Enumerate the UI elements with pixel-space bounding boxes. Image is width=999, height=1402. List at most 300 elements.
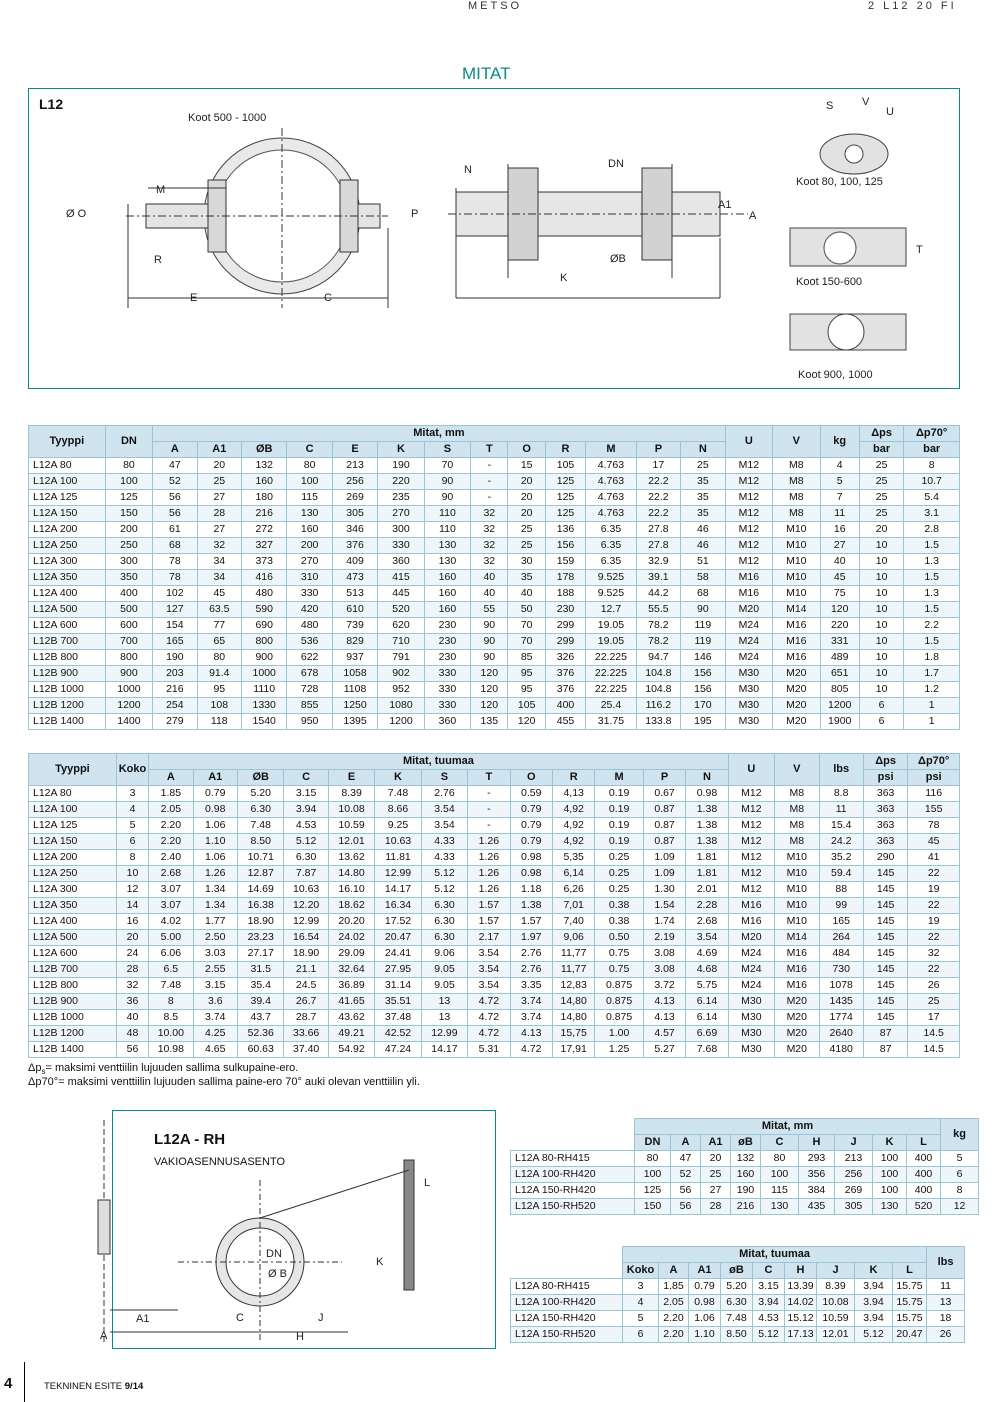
table-cell: 11 (820, 506, 859, 522)
row-type-cell: L12A 80 (29, 458, 106, 474)
col-u: U (728, 754, 774, 786)
table-cell: M12 (725, 538, 772, 554)
table-cell: 116.2 (636, 698, 680, 714)
table-row (29, 786, 960, 802)
table-cell: 70 (424, 458, 470, 474)
table-cell: 11,77 (552, 946, 594, 962)
table-cell: 4 (623, 1295, 659, 1311)
table-cell: 5.20 (237, 786, 283, 802)
table-cell: 24.2 (819, 834, 863, 850)
table-cell: 0.79 (193, 786, 237, 802)
table-cell: 95 (508, 682, 545, 698)
table-cell: M10 (775, 898, 819, 914)
flange-note-3: Koot 900, 1000 (798, 369, 873, 381)
table-cell: 6.69 (686, 1026, 728, 1042)
table-row (29, 1042, 960, 1058)
table-cell: M24 (725, 634, 772, 650)
table-cell: 25 (508, 522, 545, 538)
table-cell: 120 (508, 714, 545, 730)
row-type-cell: L12A 80-RH415 (511, 1151, 635, 1167)
table-cell: 622 (287, 650, 332, 666)
table-cell: 3.08 (643, 946, 685, 962)
table-cell: 120 (471, 698, 508, 714)
sub-header: R (552, 770, 594, 786)
sub-header: P (643, 770, 685, 786)
table-cell: 22.225 (586, 666, 636, 682)
table-cell: M8 (773, 490, 820, 506)
table-cell: 4.13 (643, 994, 685, 1010)
table-cell: 2.68 (686, 914, 728, 930)
table-cell: 7.87 (284, 866, 328, 882)
table-cell: M30 (728, 1010, 774, 1026)
table-cell: 20 (508, 490, 545, 506)
table-cell: 11,77 (552, 962, 594, 978)
table-cell: 10.63 (284, 882, 328, 898)
table-cell: 105 (545, 458, 585, 474)
table-cell: 24 (116, 946, 148, 962)
table-cell: 160 (731, 1167, 761, 1183)
table-cell: 2.28 (686, 898, 728, 914)
table-cell: 130 (873, 1199, 907, 1215)
table-cell: 1.34 (193, 898, 237, 914)
sub-header: A (659, 1263, 689, 1279)
col-dps: Δps (863, 754, 907, 770)
table-cell: 16 (116, 914, 148, 930)
table-cell: M10 (773, 522, 820, 538)
table-cell: 279 (153, 714, 197, 730)
table-cell: 43.62 (328, 1010, 374, 1026)
sub-header: T (471, 442, 508, 458)
table-cell: 130 (424, 554, 470, 570)
table-cell: 135 (471, 714, 508, 730)
table-cell: 4.33 (421, 834, 467, 850)
table-cell: 14.17 (375, 882, 421, 898)
table-cell: 1395 (332, 714, 377, 730)
table-cell: 23.23 (237, 930, 283, 946)
table-cell: 1.18 (510, 882, 552, 898)
table-cell: 120 (471, 666, 508, 682)
table-cell: 20.20 (328, 914, 374, 930)
row-type-cell: L12B 1000 (29, 682, 106, 698)
rh-mm-table (510, 1118, 979, 1215)
table-cell: 2.20 (659, 1311, 689, 1327)
table-cell: 270 (378, 506, 424, 522)
sub-header: N (681, 442, 726, 458)
table-cell: 1200 (378, 714, 424, 730)
table-cell: 27.8 (636, 522, 680, 538)
table-row (29, 554, 960, 570)
table-cell: 16 (820, 522, 859, 538)
table-cell: 3.1 (904, 506, 960, 522)
sub-header: DN (635, 1135, 671, 1151)
table-cell: 104.8 (636, 666, 680, 682)
table-row (29, 866, 960, 882)
dim-u: U (886, 106, 894, 118)
table-cell: M8 (775, 786, 819, 802)
dim-m: M (156, 184, 166, 196)
table-cell: 40 (471, 570, 508, 586)
table-cell: 3.07 (149, 898, 193, 914)
table-cell: 0.87 (643, 834, 685, 850)
table-cell: 1.7 (904, 666, 960, 682)
table-row (511, 1167, 979, 1183)
table-cell: 0.59 (510, 786, 552, 802)
table-cell: M12 (728, 834, 774, 850)
table-cell: 900 (242, 650, 287, 666)
table-cell: 160 (424, 602, 470, 618)
row-type-cell: L12B 1400 (29, 1042, 117, 1058)
table-cell: 10 (859, 666, 903, 682)
rh-dim-k: K (376, 1256, 384, 1268)
table-cell: 1330 (242, 698, 287, 714)
table-cell: 1.30 (643, 882, 685, 898)
table-cell: - (471, 458, 508, 474)
table-row (29, 634, 960, 650)
table-cell: 32 (471, 554, 508, 570)
table-cell: 270 (287, 554, 332, 570)
table-cell: 2640 (819, 1026, 863, 1042)
table-cell: 14,80 (552, 994, 594, 1010)
table-cell: M20 (773, 698, 820, 714)
table-cell: 4,92 (552, 818, 594, 834)
table-cell: 90 (424, 474, 470, 490)
sub-header: Koko (623, 1263, 659, 1279)
table-cell: 4.69 (686, 946, 728, 962)
table-cell: 32.64 (328, 962, 374, 978)
table-cell: 3.94 (855, 1295, 893, 1311)
table-cell: M16 (775, 978, 819, 994)
table-cell: 24.5 (284, 978, 328, 994)
table-cell: 230 (545, 602, 585, 618)
sub-header: øB (731, 1135, 761, 1151)
table-cell: 4.53 (284, 818, 328, 834)
table-cell: 0.875 (595, 978, 643, 994)
table-cell: 0.25 (595, 850, 643, 866)
table-cell: 14 (116, 898, 148, 914)
row-type-cell: L12B 800 (29, 650, 106, 666)
table-cell: 32 (908, 946, 960, 962)
row-type-cell: L12A 150 (29, 506, 106, 522)
table-cell: M20 (775, 1010, 819, 1026)
table-row (29, 538, 960, 554)
table-cell: 55.5 (636, 602, 680, 618)
table-cell: 2.8 (904, 522, 960, 538)
table-cell: 22.2 (636, 506, 680, 522)
table-cell: 0.875 (595, 994, 643, 1010)
table-cell: M20 (725, 602, 772, 618)
table-cell: 1.06 (193, 850, 237, 866)
table-cell: 132 (242, 458, 287, 474)
table-cell: 100 (287, 474, 332, 490)
sizes-note: Koot 500 - 1000 (188, 112, 267, 124)
table-cell: 24.02 (328, 930, 374, 946)
table-cell: 455 (545, 714, 585, 730)
table-cell: 32 (471, 506, 508, 522)
table-cell: 29.09 (328, 946, 374, 962)
table-cell: 1540 (242, 714, 287, 730)
row-type-cell: L12A 100 (29, 802, 117, 818)
table-cell: 1.81 (686, 850, 728, 866)
table-cell: M20 (775, 994, 819, 1010)
table-cell: 363 (863, 834, 907, 850)
table-cell: 12.20 (284, 898, 328, 914)
table-cell: M12 (728, 818, 774, 834)
table-cell: 730 (819, 962, 863, 978)
note-dps (28, 1062, 298, 1076)
table-cell: 1.26 (193, 866, 237, 882)
table-cell: 269 (332, 490, 377, 506)
table-cell: 25 (197, 474, 241, 490)
table-cell: 950 (287, 714, 332, 730)
table-cell: 0.79 (510, 834, 552, 850)
table-cell: 6.30 (237, 802, 283, 818)
table-cell: 15.75 (893, 1279, 927, 1295)
row-type-cell: L12A 125 (29, 490, 106, 506)
table-cell: 132 (731, 1151, 761, 1167)
table-cell: 15.75 (893, 1311, 927, 1327)
table-cell: 4.65 (193, 1042, 237, 1058)
sub-header: ØB (242, 442, 287, 458)
table-cell: 20.47 (893, 1327, 927, 1343)
table-cell: 100 (635, 1167, 671, 1183)
table-cell: 32.9 (636, 554, 680, 570)
sub-header: H (799, 1135, 835, 1151)
table-cell: 88 (819, 882, 863, 898)
table-cell: 35 (681, 506, 726, 522)
table-cell: 5,35 (552, 850, 594, 866)
row-type-cell: L12A 400 (29, 586, 106, 602)
table-cell: 3.72 (643, 978, 685, 994)
table-cell: 4.02 (149, 914, 193, 930)
table-cell: 216 (731, 1199, 761, 1215)
sub-header: C (287, 442, 332, 458)
table-cell: 63.5 (197, 602, 241, 618)
table-cell: 1058 (332, 666, 377, 682)
table-cell: 400 (907, 1151, 941, 1167)
table-cell: 4.57 (643, 1026, 685, 1042)
col-lbs: lbs (819, 754, 863, 786)
table-cell: 18 (927, 1311, 965, 1327)
dim-k: K (560, 272, 568, 284)
table-cell: 2.40 (149, 850, 193, 866)
unit-bar: bar (904, 442, 960, 458)
table-cell: 1.26 (468, 866, 510, 882)
table-cell: 700 (105, 634, 152, 650)
table-cell: 25 (859, 490, 903, 506)
table-cell: 2.2 (904, 618, 960, 634)
table-cell: 5.12 (753, 1327, 785, 1343)
table-cell: 6 (859, 698, 903, 714)
table-cell: 31.14 (375, 978, 421, 994)
table-cell: 8 (116, 850, 148, 866)
table-cell: 3.6 (193, 994, 237, 1010)
table-cell: 4.72 (468, 1010, 510, 1026)
table-cell: 1774 (819, 1010, 863, 1026)
table-cell: 484 (819, 946, 863, 962)
table-cell: 8.39 (328, 786, 374, 802)
table-cell: 3.94 (855, 1311, 893, 1327)
table-cell: 145 (863, 930, 907, 946)
table-cell: 805 (820, 682, 859, 698)
table-cell: - (468, 802, 510, 818)
table-cell: 9.525 (586, 570, 636, 586)
table-cell: 15.4 (819, 818, 863, 834)
table-cell: M24 (728, 962, 774, 978)
table-cell: 10.59 (328, 818, 374, 834)
table-cell: 300 (105, 554, 152, 570)
table-cell: 25 (681, 458, 726, 474)
table-cell: 3.94 (753, 1295, 785, 1311)
sub-header: A1 (701, 1135, 731, 1151)
table-cell: 216 (242, 506, 287, 522)
table-cell: 10 (859, 586, 903, 602)
table-cell: M16 (773, 634, 820, 650)
table-cell: 1.38 (686, 818, 728, 834)
table-cell: 32 (471, 522, 508, 538)
table-cell: 25 (508, 538, 545, 554)
table-cell: 15.75 (893, 1295, 927, 1311)
sub-header: ØB (237, 770, 283, 786)
table-cell: 19 (908, 914, 960, 930)
sub-header: K (375, 770, 421, 786)
table-row (29, 666, 960, 682)
table-cell: 20 (859, 522, 903, 538)
table-cell: 6.35 (586, 538, 636, 554)
table-cell: 12.87 (237, 866, 283, 882)
dim-ob: ØB (610, 253, 626, 265)
table-cell: 3.07 (149, 882, 193, 898)
table-cell: M10 (775, 882, 819, 898)
table-cell: 3 (623, 1279, 659, 1295)
table-cell: 160 (242, 474, 287, 490)
table-cell: 480 (242, 586, 287, 602)
table-cell: 78.2 (636, 618, 680, 634)
table-cell: M20 (773, 714, 820, 730)
table-cell: 220 (820, 618, 859, 634)
table-cell: 56 (671, 1183, 701, 1199)
table-cell: 5.75 (686, 978, 728, 994)
table-cell: 5.12 (855, 1327, 893, 1343)
table-cell: 40 (116, 1010, 148, 1026)
sub-header: E (332, 442, 377, 458)
table-cell: 7.68 (686, 1042, 728, 1058)
table-cell: 2.01 (686, 882, 728, 898)
table-cell: 37.40 (284, 1042, 328, 1058)
table-cell: 178 (545, 570, 585, 586)
table-cell: M10 (773, 586, 820, 602)
table-cell: 3.54 (421, 818, 467, 834)
table-cell: 20 (508, 474, 545, 490)
table-cell: 125 (545, 474, 585, 490)
table-cell: 0.98 (689, 1295, 721, 1311)
sub-header: K (855, 1263, 893, 1279)
table-cell: M24 (728, 946, 774, 962)
table-cell: M8 (775, 818, 819, 834)
table-cell: 200 (105, 522, 152, 538)
table-cell: 3.74 (510, 1010, 552, 1026)
table-row (511, 1327, 999, 1343)
sub-header: C (761, 1135, 799, 1151)
row-type-cell: L12A 125 (29, 818, 117, 834)
table-cell: 7.48 (149, 978, 193, 994)
table-cell: 400 (907, 1183, 941, 1199)
row-type-cell: L12A 350 (29, 898, 117, 914)
table-cell: 47 (153, 458, 197, 474)
table-cell: - (468, 786, 510, 802)
table-cell: 56 (116, 1042, 148, 1058)
table-cell: 1.26 (468, 882, 510, 898)
table-cell: 5.12 (421, 882, 467, 898)
table-cell: 20 (701, 1151, 731, 1167)
sub-header: A (149, 770, 193, 786)
table-cell: 30 (508, 554, 545, 570)
row-type-cell: L12B 700 (29, 634, 106, 650)
table-row (29, 650, 960, 666)
col-kg: kg (820, 426, 859, 458)
table-cell: 264 (819, 930, 863, 946)
table-cell: 6 (859, 714, 903, 730)
table-cell: 2.55 (193, 962, 237, 978)
table-row (29, 698, 960, 714)
table-cell: 22.225 (586, 650, 636, 666)
table-row (29, 802, 960, 818)
table-cell: 56 (153, 506, 197, 522)
rh-dim-l: L (424, 1177, 431, 1189)
table-cell: 155 (908, 802, 960, 818)
table-cell: 19 (908, 882, 960, 898)
dim-e: E (190, 292, 198, 304)
table-cell: 80 (287, 458, 332, 474)
table-cell: 5 (116, 818, 148, 834)
row-type-cell: L12A 150-RH520 (511, 1327, 623, 1343)
table-cell: M14 (775, 930, 819, 946)
table-cell: 159 (545, 554, 585, 570)
table-cell: 1.85 (149, 786, 193, 802)
table-cell: 90 (424, 490, 470, 506)
table-cell: M10 (775, 914, 819, 930)
table-cell: 331 (820, 634, 859, 650)
table-cell: 363 (863, 802, 907, 818)
table-cell: 78 (908, 818, 960, 834)
table-cell: 6.30 (421, 914, 467, 930)
table-cell: 85 (508, 650, 545, 666)
sub-header: A1 (197, 442, 241, 458)
table-cell: 27 (197, 490, 241, 506)
row-type-cell: L12B 1000 (29, 1010, 117, 1026)
note-dp70: Δp70°= maksimi venttiilin lujuuden sallima paine-ero 70° auki olevan venttiilin yli. (28, 1076, 420, 1088)
table-cell: 363 (863, 818, 907, 834)
table-cell: 116 (908, 786, 960, 802)
table-cell: 120 (820, 602, 859, 618)
table-cell: 18.90 (237, 914, 283, 930)
table-cell: 17.52 (375, 914, 421, 930)
table-cell: 19.05 (586, 618, 636, 634)
table-cell: 32 (471, 538, 508, 554)
table-cell: 1435 (819, 994, 863, 1010)
table-cell: 156 (681, 666, 726, 682)
table-cell: 420 (287, 602, 332, 618)
table-cell: 330 (287, 586, 332, 602)
table-row (29, 570, 960, 586)
table-row (29, 914, 960, 930)
table-cell: 13 (927, 1295, 965, 1311)
table-row (511, 1151, 979, 1167)
table-cell: 14.5 (908, 1042, 960, 1058)
table-cell: 119 (681, 634, 726, 650)
dim-v: V (862, 96, 870, 108)
table-cell: 145 (863, 898, 907, 914)
table-cell: 100 (761, 1167, 799, 1183)
